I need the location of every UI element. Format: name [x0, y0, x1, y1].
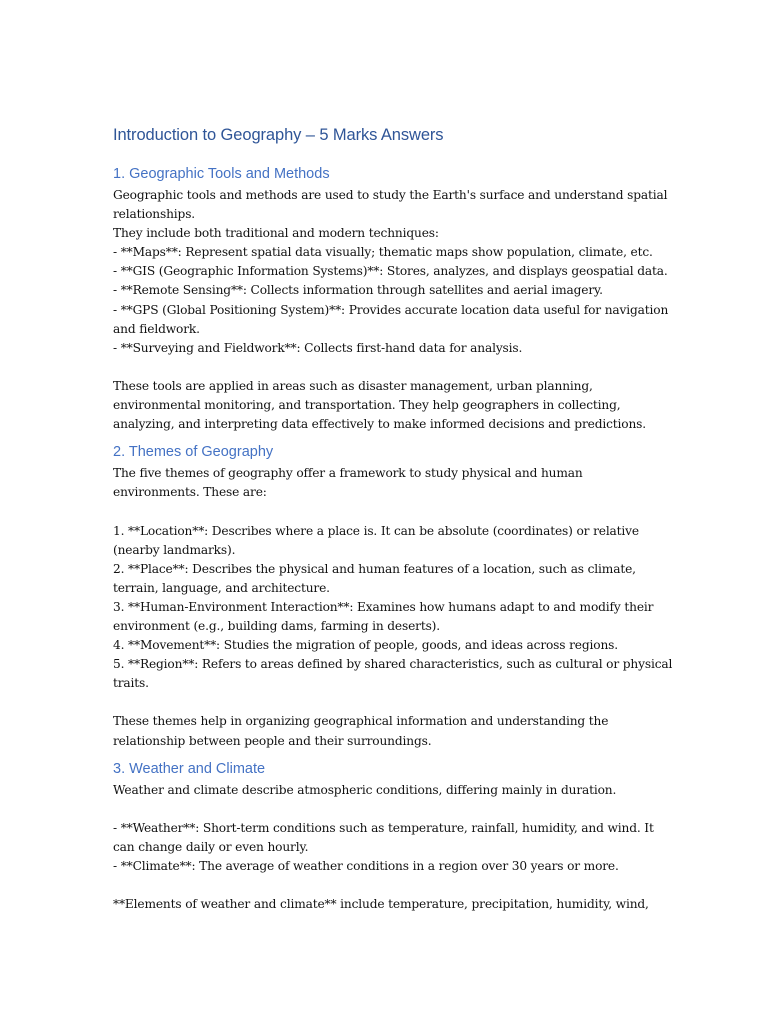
section-3 — [113, 759, 658, 915]
paragraph-line: The five themes of geography offer a framework to study physical and human — [113, 466, 583, 481]
paragraph-line: can change daily or even hourly. — [113, 839, 309, 854]
paragraph-line: (nearby landmarks). — [113, 542, 236, 557]
paragraph-line: Geographic tools and methods are used to study the Earth's surface and understand spatial — [113, 188, 668, 202]
blank-line — [113, 358, 658, 377]
paragraph-line: - **Surveying and Fieldwork**: Collects first-hand data for analysis. — [113, 340, 523, 355]
paragraph-line: These tools are applied in areas such as disaster management, urban planning, — [113, 378, 593, 393]
paragraph-line: 3. **Human-Environment Interaction**: Examines how humans adapt to and modify their — [113, 599, 654, 614]
section-heading: 3. Weather and Climate — [113, 760, 266, 777]
paragraph-line: - **Remote Sensing**: Collects information through satellites and aerial imagery. — [113, 283, 603, 298]
document-title: Introduction to Geography – 5 Marks Answers — [113, 126, 444, 144]
paragraph-line: analyzing, and interpreting data effectively to make informed decisions and predictions. — [113, 417, 646, 432]
paragraph-line: 5. **Region**: Refers to areas defined by shared characteristics, such as cultural or physical — [113, 657, 673, 672]
paragraph-line: - **GPS (Global Positioning System)**: Provides accurate location data useful for navigation — [113, 302, 669, 317]
paragraph-line: environmental monitoring, and transportation. They help geographers in collecting, — [113, 398, 621, 413]
section-1 — [113, 164, 669, 434]
paragraph-line: 1. **Location**: Describes where a place is. It can be absolute (coordinates) or relative — [113, 523, 639, 538]
section-2 — [113, 442, 673, 750]
paragraph-line: traits. — [113, 676, 149, 691]
section-heading: 1. Geographic Tools and Methods — [113, 166, 330, 182]
paragraph-line: relationships. — [113, 207, 196, 222]
paragraph-line: relationship between people and their surroundings. — [113, 733, 432, 748]
paragraph-line: 2. **Place**: Describes the physical and human features of a location, such as climate, — [113, 561, 636, 576]
paragraph-line: and fieldwork. — [113, 321, 200, 336]
paragraph-line: environment (e.g., building dams, farming in deserts). — [113, 618, 441, 633]
blank-line — [113, 693, 658, 712]
paragraph-line: - **Climate**: The average of weather conditions in a region over 30 years or more. — [113, 859, 619, 873]
blank-line — [113, 502, 658, 521]
paragraph-line: environments. These are: — [113, 485, 267, 500]
paragraph-line: - **GIS (Geographic Information Systems)**: Stores, analyzes, and displays geospatial data. — [113, 264, 668, 279]
blank-line — [113, 876, 658, 895]
paragraph-line: Weather and climate describe atmospheric conditions, differing mainly in duration. — [113, 782, 617, 797]
paragraph-line: 4. **Movement**: Studies the migration of people, goods, and ideas across regions. — [113, 638, 618, 653]
section-heading: 2. Themes of Geography — [113, 444, 274, 461]
blank-line — [113, 800, 658, 819]
paragraph-line: They include both traditional and modern techniques: — [113, 226, 439, 241]
paragraph-line: terrain, language, and architecture. — [113, 580, 330, 595]
paragraph-line: - **Weather**: Short-term conditions such as temperature, rainfall, humidity, and wind. It — [113, 820, 654, 835]
document-content — [113, 124, 673, 922]
paragraph-line: - **Maps**: Represent spatial data visually; thematic maps show population, climate, etc. — [113, 245, 653, 260]
paragraph-line: **Elements of weather and climate** include temperature, precipitation, humidity, wind, — [113, 897, 649, 912]
paragraph-line: These themes help in organizing geographical information and understanding the — [113, 714, 609, 729]
